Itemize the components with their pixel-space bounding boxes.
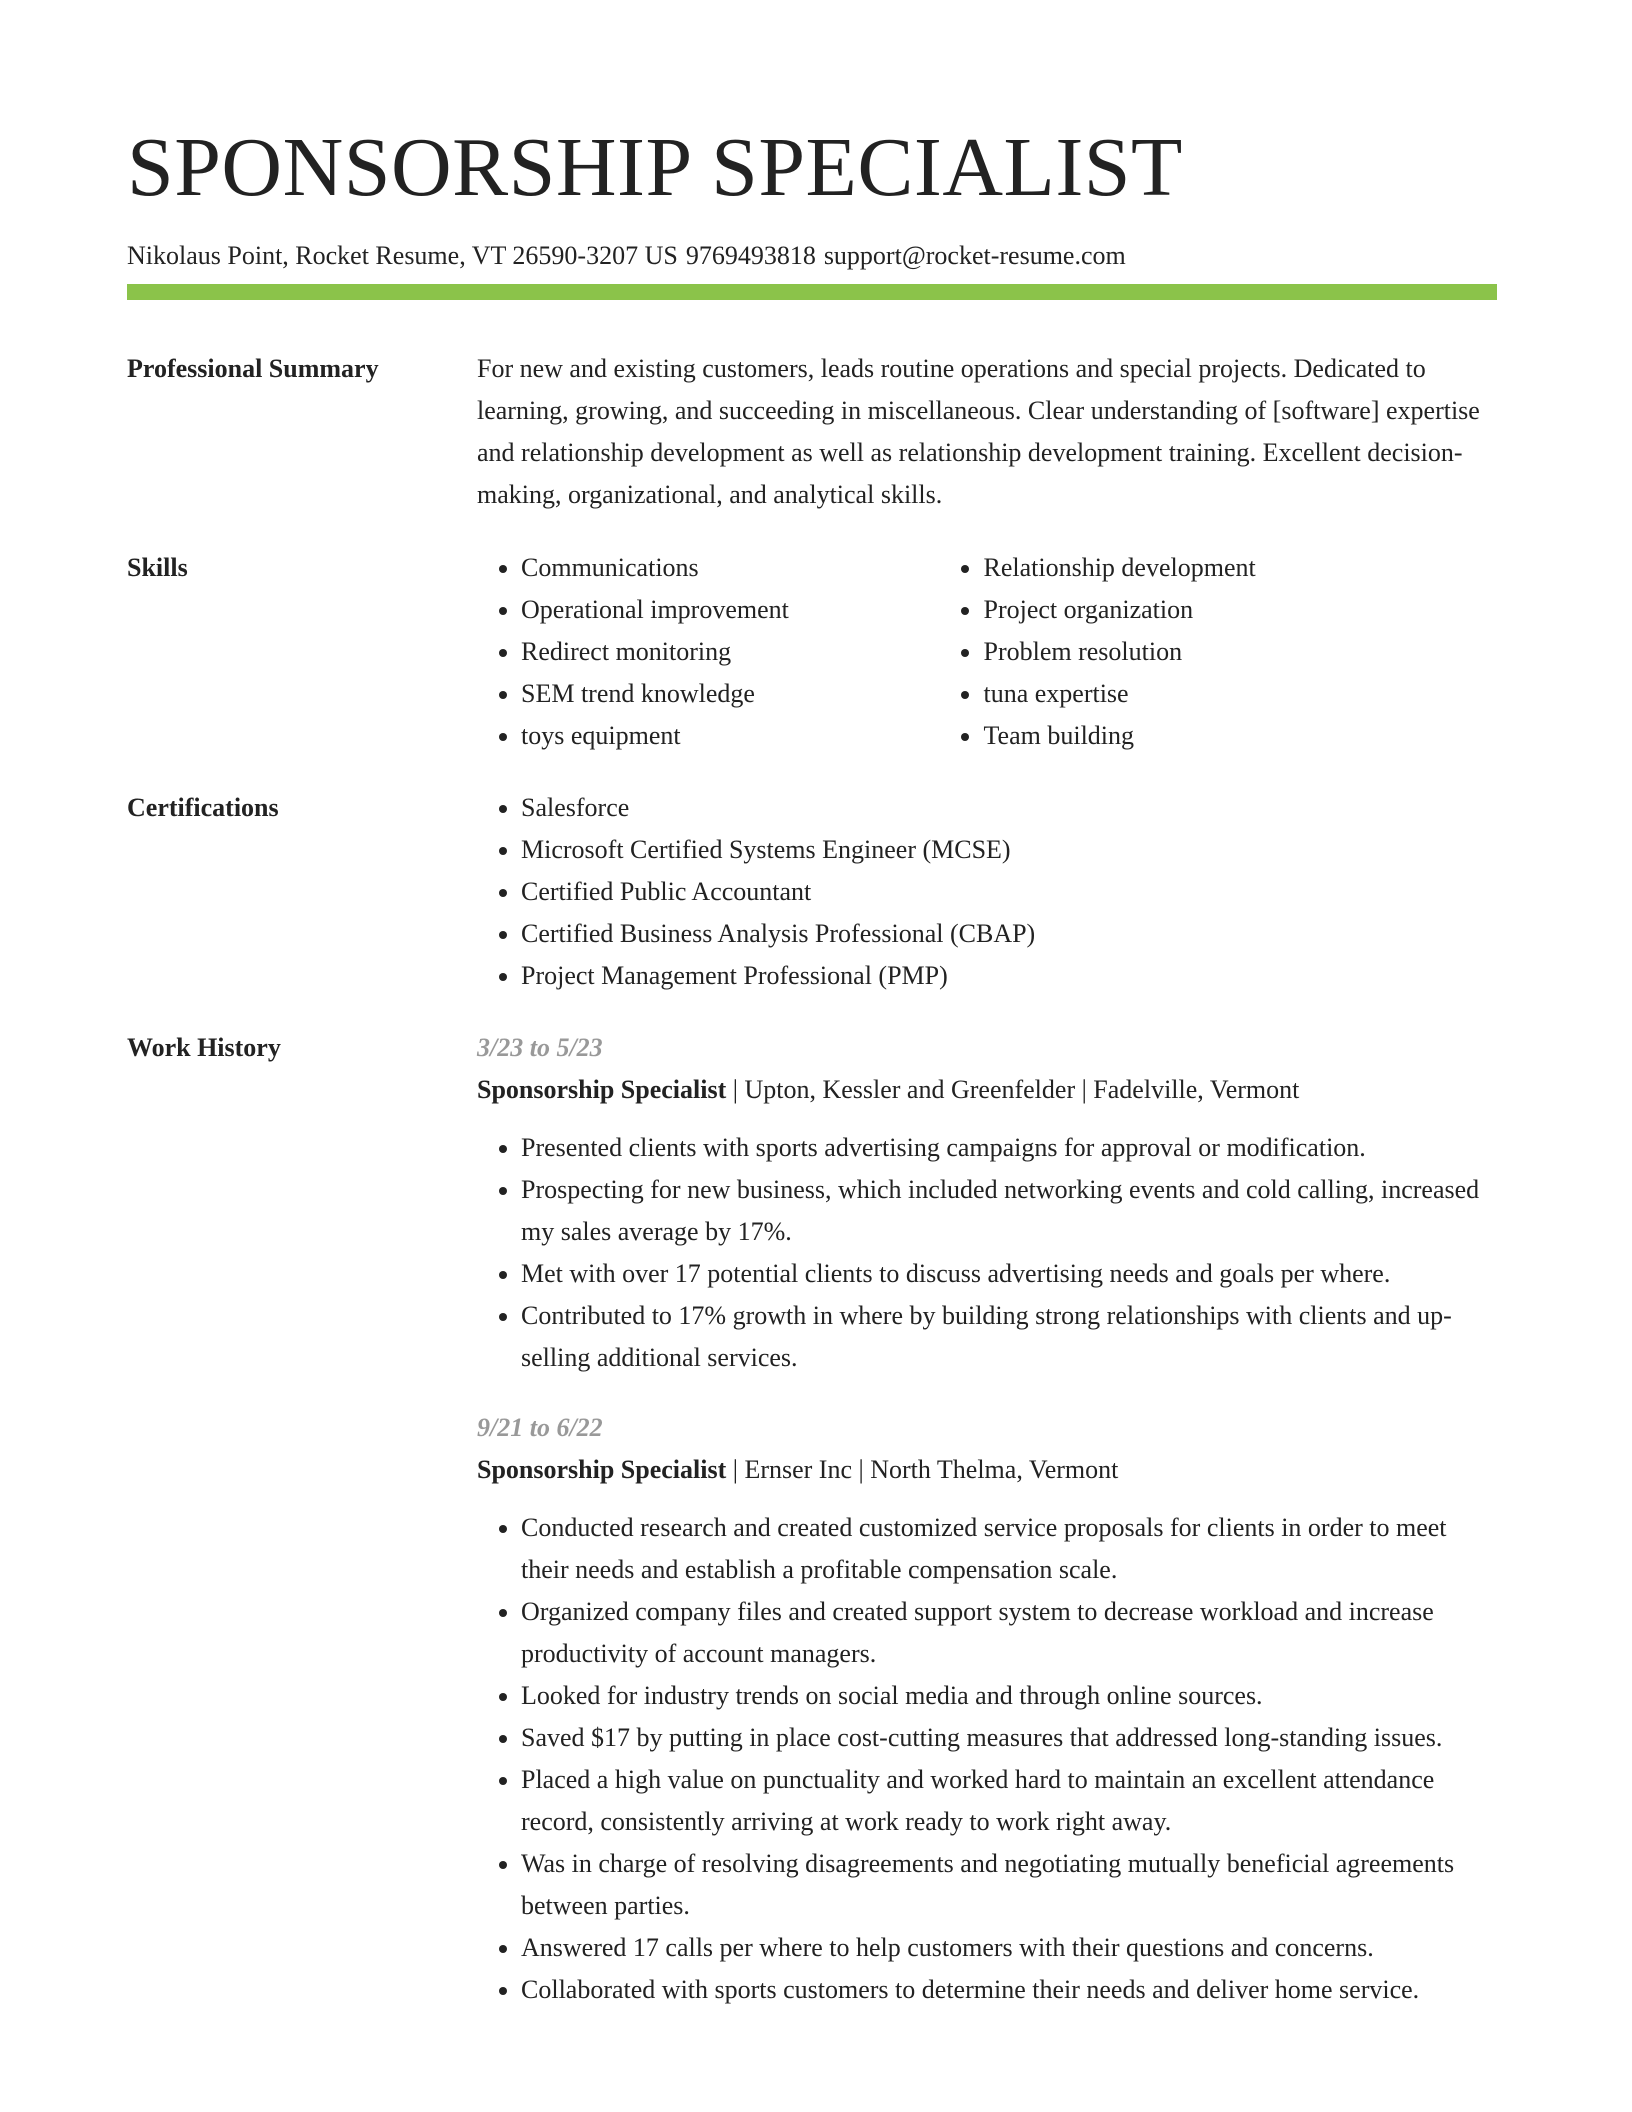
- job-bullet: • Conducted research and created customized service proposals for clients in order to meet their needs and establish a profitable compensation scale.: [521, 1507, 1497, 1591]
- summary-section: [127, 348, 1497, 528]
- certification-item: • Certified Public Accountant: [521, 871, 1497, 913]
- accent-divider: [127, 284, 1497, 300]
- certifications-section: [127, 787, 1497, 1007]
- job-entry: [477, 1027, 1497, 1379]
- job-details: | Ernser Inc | North Thelma, Vermont: [726, 1455, 1119, 1484]
- job-dates: 3/23 to 5/23: [477, 1033, 603, 1062]
- job-bullet: • Placed a high value on punctuality and worked hard to maintain an excellent attendance record, consistently arriving at work ready to work right away.: [521, 1759, 1497, 1843]
- skill-item: • Problem resolution: [983, 631, 1497, 673]
- job-bullets: [477, 1127, 1497, 1379]
- skills-list-right: [939, 547, 1497, 757]
- skills-section: [127, 547, 1497, 767]
- skills-body: [477, 547, 1497, 757]
- work-history-section: [127, 1027, 1497, 2107]
- certifications-heading: Certifications: [127, 793, 279, 822]
- job-bullet: • Was in charge of resolving disagreements and negotiating mutually beneficial agreements between parties.: [521, 1843, 1497, 1927]
- job-bullet: • Met with over 17 potential clients to discuss advertising needs and goals per where.: [521, 1253, 1497, 1295]
- resume-header: [127, 118, 1497, 272]
- job-bullet: • Looked for industry trends on social media and through online sources.: [521, 1675, 1497, 1717]
- job-dates: 9/21 to 6/22: [477, 1413, 603, 1442]
- job-bullet: • Prospecting for new business, which included networking events and cold calling, increased my sales average by 17%.: [521, 1169, 1497, 1253]
- skill-item: • Relationship development: [983, 547, 1497, 589]
- candidate-name: SPONSORSHIP SPECIALIST: [127, 121, 1183, 214]
- skill-item: • Project organization: [983, 589, 1497, 631]
- job-bullet: • Contributed to 17% growth in where by building strong relationships with clients and up-selling additional services.: [521, 1295, 1497, 1379]
- contact-line: [127, 240, 1497, 272]
- job-title: Sponsorship Specialist: [477, 1075, 727, 1104]
- job-details: | Upton, Kessler and Greenfelder | Fadelville, Vermont: [726, 1075, 1300, 1104]
- certification-item: • Certified Business Analysis Professional (CBAP): [521, 913, 1497, 955]
- certification-item: • Salesforce: [521, 787, 1497, 829]
- job-bullet: • Collaborated with sports customers to determine their needs and deliver home service.: [521, 1969, 1497, 2011]
- work-history-body: [477, 1027, 1497, 2011]
- job-bullet: • Organized company files and created support system to decrease workload and increase productivity of account managers.: [521, 1591, 1497, 1675]
- job-bullet: • Answered 17 calls per where to help customers with their questions and concerns.: [521, 1927, 1497, 1969]
- job-title: Sponsorship Specialist: [477, 1455, 727, 1484]
- job-bullet: • Saved $17 by putting in place cost-cutting measures that addressed long-standing issues.: [521, 1717, 1497, 1759]
- skill-item: • Redirect monitoring: [521, 631, 939, 673]
- contact-address: Nikolaus Point, Rocket Resume, VT 26590-3207 US: [127, 241, 678, 270]
- certifications-body: [477, 787, 1497, 997]
- skill-item: • Team building: [983, 715, 1497, 757]
- certifications-list: [477, 787, 1497, 997]
- skill-item: • SEM trend knowledge: [521, 673, 939, 715]
- summary-heading: Professional Summary: [127, 354, 379, 383]
- job-bullets: [477, 1507, 1497, 2011]
- certification-item: • Microsoft Certified Systems Engineer (MCSE): [521, 829, 1497, 871]
- job-title-line: [477, 1449, 1497, 1491]
- job-entry: [477, 1407, 1497, 2011]
- skills-list-left: [477, 547, 939, 757]
- summary-text: For new and existing customers, leads routine operations and special projects. Dedicated to learning, growing, and succeeding in miscellaneous. Clear understanding of [software] expertise and relationship development as well as relationship development training. Excellent decision-making, organizational, and analytical skills.: [477, 354, 1480, 509]
- work-history-heading: Work History: [127, 1033, 281, 1062]
- job-title-line: [477, 1069, 1497, 1111]
- skill-item: • tuna expertise: [983, 673, 1497, 715]
- certification-item: • Project Management Professional (PMP): [521, 955, 1497, 997]
- skills-heading: Skills: [127, 553, 188, 582]
- skill-item: • Operational improvement: [521, 589, 939, 631]
- contact-phone: 9769493818: [685, 241, 816, 270]
- skill-item: • Communications: [521, 547, 939, 589]
- summary-body: [477, 348, 1497, 516]
- contact-email: support@rocket-resume.com: [823, 241, 1126, 270]
- skill-item: • toys equipment: [521, 715, 939, 757]
- job-bullet: • Presented clients with sports advertising campaigns for approval or modification.: [521, 1127, 1497, 1169]
